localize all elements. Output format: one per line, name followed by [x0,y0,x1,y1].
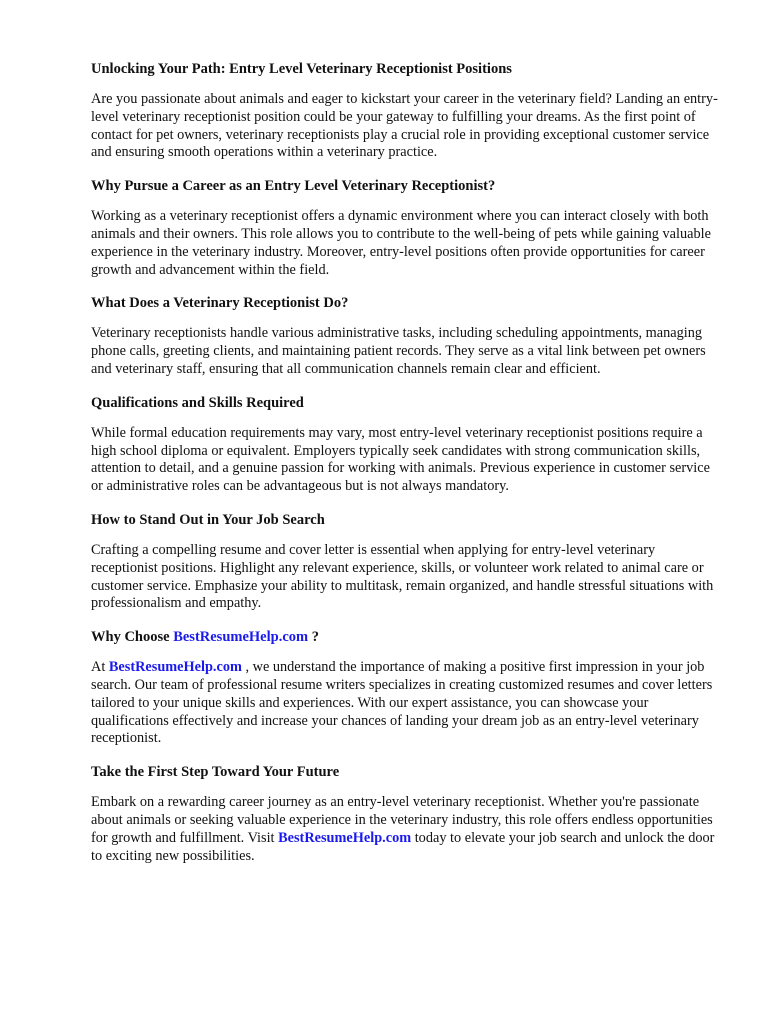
first-step-prefix: Embark on a rewarding career journey as an entry-level veterinary receptionist. Whether you're passionate about animals or seeking valuable experience in the veterinary industry, this role offers endless opportunities for growth and fulfillment. Visit [91,794,713,846]
document-page [91,58,723,878]
why-choose-body-prefix: At [91,659,109,676]
heading-site-link[interactable]: BestResumeHelp.com [173,629,309,646]
why-choose-suffix: ? [308,629,319,646]
section-heading-why-choose [91,626,723,648]
section-body-why-choose [91,659,723,748]
page-title: Unlocking Your Path: Entry Level Veterinary Receptionist Positions [91,61,512,77]
section-body-qualifications: While formal education requirements may vary, most entry-level veterinary receptionist positions require a high school diploma or equivalent. Employers typically seek candidates with strong communication skills, attention to detail, and a genuine passion for working with animals. Previous experience in customer service or administrative roles can be advantageous but is not always mandatory. [91,424,710,495]
section-body-what-does: Veterinary receptionists handle various administrative tasks, including scheduling appointments, managing phone calls, greeting clients, and maintaining patient records. They serve as a vital link between pet owners and veterinary staff, ensuring that all communication channels remain clear and efficient. [91,325,706,377]
section-heading-why-pursue: Why Pursue a Career as an Entry Level Veterinary Receptionist? [91,178,496,195]
final-site-link[interactable]: BestResumeHelp.com [278,829,412,846]
first-step-suffix: today to elevate your job search and unlock the door to exciting new possibilities. [91,829,715,864]
section-heading-qualifications: Qualifications and Skills Required [91,394,304,411]
section-heading-stand-out: How to Stand Out in Your Job Search [91,511,325,528]
section-body-stand-out: Crafting a compelling resume and cover letter is essential when applying for entry-level veterinary receptionist positions. Highlight any relevant experience, skills, or volunteer work related to animal care or customer service. Emphasize your ability to multitask, remain organized, and handle stressful situations with professionalism and empathy. [91,541,714,612]
intro-paragraph: Are you passionate about animals and eager to kickstart your career in the veterinary field? Landing an entry-level veterinary receptionist position could be your gateway to fulfilling your dreams. As the first point of contact for pet owners, veterinary receptionists play a crucial role in providing exceptional customer service and ensuring smooth operations within a veterinary practice. [91,91,718,161]
section-heading-what-does: What Does a Veterinary Receptionist Do? [91,295,349,312]
section-body-first-step [91,794,723,865]
section-heading-first-step: Take the First Step Toward Your Future [91,764,340,781]
body-site-link[interactable]: BestResumeHelp.com [108,659,242,676]
why-choose-body-rest: , we understand the importance of making a positive first impression in your job search. Our team of professional resume writers specializes in creating customized resumes and cover letters tailored to your unique skills and experiences. With our expert assistance, you can showcase your qualifications effectively and increase your chances of landing your dream job as an entry-level veterinary receptionist. [91,659,713,747]
section-body-why-pursue: Working as a veterinary receptionist offers a dynamic environment where you can interact closely with both animals and their owners. This role allows you to contribute to the well-being of pets while gaining valuable experience in the veterinary industry. Moreover, entry-level positions often provide opportunities for career growth and advancement within the field. [91,208,711,278]
why-choose-prefix: Why Choose [91,629,174,646]
